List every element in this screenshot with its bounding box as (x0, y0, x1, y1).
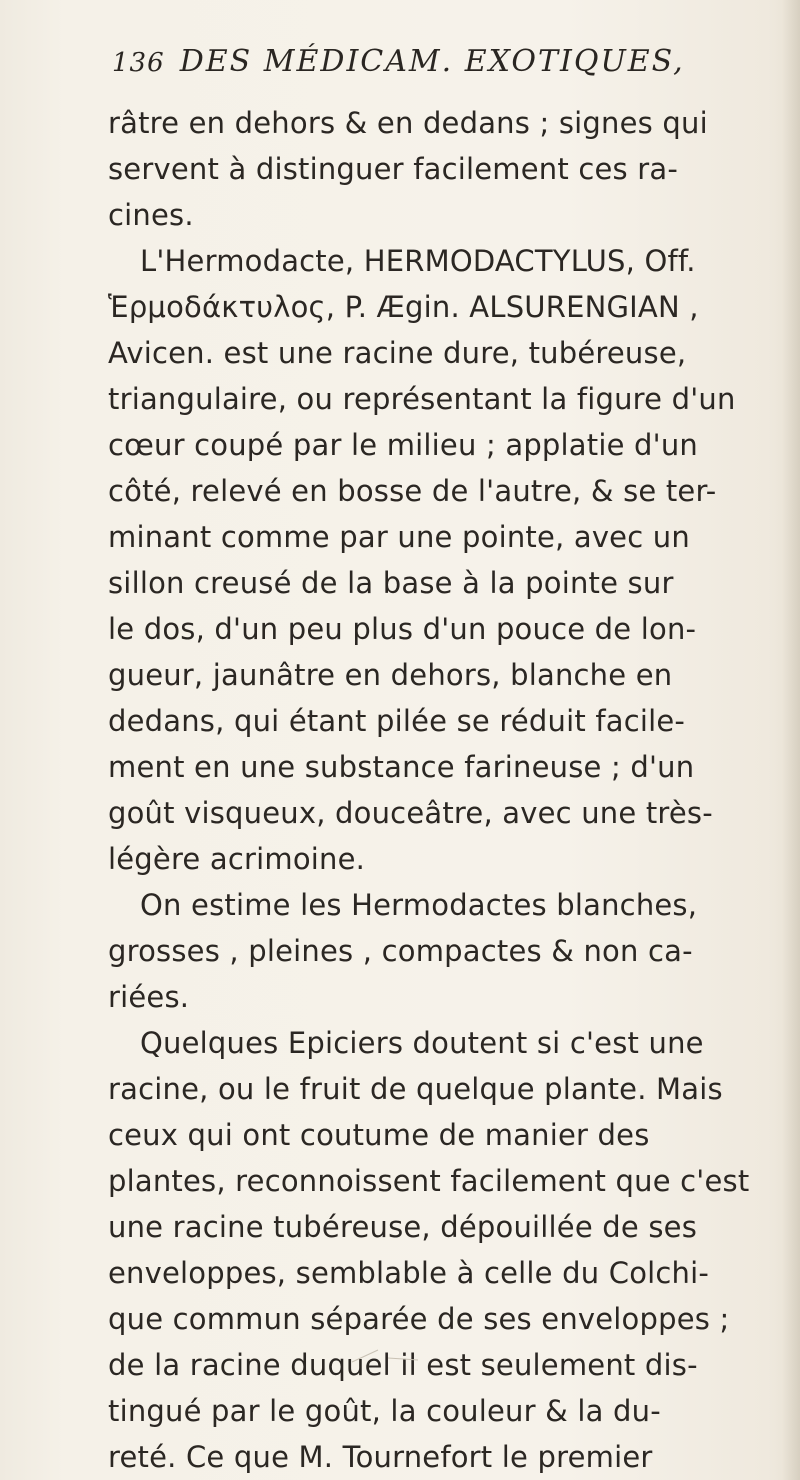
running-title: DES MÉDICAM. EXOTIQUES, (179, 44, 685, 79)
text-line: reté. Ce que M. Tournefort le premier (108, 1440, 653, 1474)
text-line: triangulaire, ou représentant la figure d'un (108, 382, 736, 416)
text-line: enveloppes, semblable à celle du Colchi- (108, 1256, 710, 1290)
pencil-mark (348, 1346, 438, 1366)
body-text (108, 100, 750, 1480)
text-line: minant comme par une pointe, avec un (108, 520, 690, 554)
text-line: tingué par le goût, la couleur & la du- (108, 1394, 661, 1428)
text-line: L'Hermodacte, HERMODACTYLUS, Off. (140, 244, 696, 278)
text-line: grosses , pleines , compactes & non ca- (108, 934, 693, 968)
text-line: servent à distinguer facilement ces ra- (108, 152, 679, 186)
text-line: de la racine duquel il est seulement dis- (108, 1348, 698, 1382)
text-line: Ἑρμοδάκτυλος, P. Ægin. ALSURENGIAN , (108, 290, 699, 324)
text-line: On estime les Hermodactes blanches, (140, 888, 698, 922)
text-line: ment en une substance farineuse ; d'un (108, 750, 695, 784)
text-line: cines. (108, 198, 194, 232)
text-line: Avicen. est une racine dure, tubéreuse, (108, 336, 687, 370)
text-line: sillon creusé de la base à la pointe sur (108, 566, 674, 600)
text-line: cœur coupé par le milieu ; applatie d'un (108, 428, 698, 462)
text-line: que commun séparée de ses enveloppes ; (108, 1302, 730, 1336)
page-edge-shadow (782, 0, 800, 1480)
text-line: côté, relevé en bosse de l'autre, & se ter- (108, 474, 717, 508)
text-line: Quelques Epiciers doutent si c'est une (140, 1026, 704, 1060)
page-header (112, 44, 712, 102)
text-line: gueur, jaunâtre en dehors, blanche en (108, 658, 673, 692)
text-line: ceux qui ont coutume de manier des (108, 1118, 650, 1152)
text-line: dedans, qui étant pilée se réduit facile- (108, 704, 686, 738)
text-line: goût visqueux, douceâtre, avec une très- (108, 796, 713, 830)
text-line: riées. (108, 980, 190, 1014)
text-line: légère acrimoine. (108, 842, 366, 876)
page-number: 136 (112, 48, 165, 78)
text-line: râtre en dehors & en dedans ; signes qui (108, 106, 708, 140)
text-line: plantes, reconnoissent facilement que c'est (108, 1164, 750, 1198)
text-line: une racine tubéreuse, dépouillée de ses (108, 1210, 698, 1244)
text-line: le dos, d'un peu plus d'un pouce de lon- (108, 612, 697, 646)
text-line: racine, ou le fruit de quelque plante. Mais (108, 1072, 723, 1106)
